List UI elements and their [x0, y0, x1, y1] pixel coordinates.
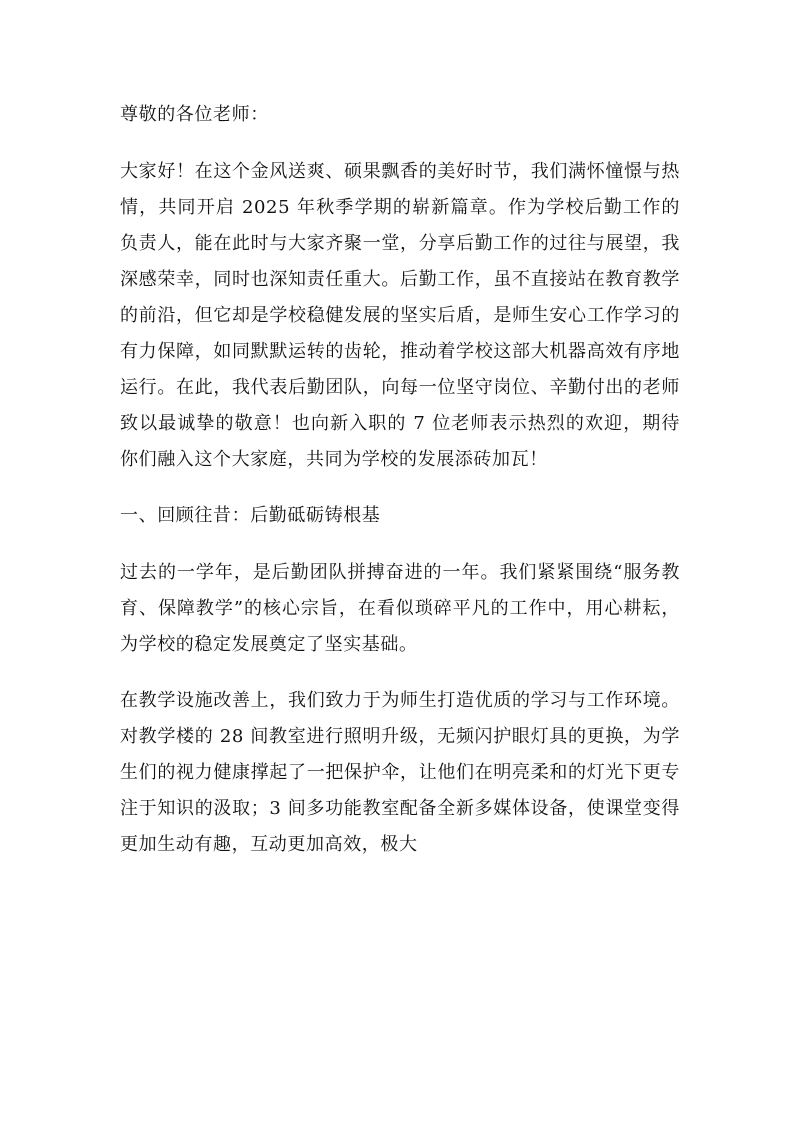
intro-paragraph: 大家好！在这个金风送爽、硕果飘香的美好时节，我们满怀憧憬与热情，共同开启 2025 年秋季学期的崭新篇章。作为学校后勤工作的负责人，能在此时与大家齐聚一堂，分享后勤工作的过往与展望，我深感荣幸，同时也深知责任重大。后勤工作，虽不直接站在教育教学的前沿，但它却是学校稳健发展的坚实后盾，是师生安心工作学习的有力保障，如同默默运转的齿轮，推动着学校这部大机器高效有序地运行。在此，我代表后勤团队，向每一位坚守岗位、辛勤付出的老师致以最诚挚的敬意！也向新入职的 7 位老师表示热烈的欢迎，期待你们融入这个大家庭，共同为学校的发展添砖加瓦！ — [120, 161, 680, 470]
section-paragraph-2: 在教学设施改善上，我们致力于为师生打造优质的学习与工作环境。对教学楼的 28 间教室进行照明升级，无频闪护眼灯具的更换，为学生们的视力健康撑起了一把保护伞，让他们在明亮柔和的灯光下更专注于知识的汲取；3 间多功能教室配备全新多媒体设备，使课堂变得更加生动有趣，互动更加高效，极大 — [120, 690, 680, 855]
section-paragraph-1: 过去的一学年，是后勤团队拼搏奋进的一年。我们紧紧围绕“服务教育、保障教学”的核心宗旨，在看似琐碎平凡的工作中，用心耕耘，为学校的稳定发展奠定了坚实基础。 — [120, 562, 680, 655]
document-page — [120, 97, 680, 883]
greeting: 尊敬的各位老师： — [120, 104, 269, 125]
section-heading: 一、回顾往昔：后勤砥砺铸根基 — [120, 505, 381, 526]
